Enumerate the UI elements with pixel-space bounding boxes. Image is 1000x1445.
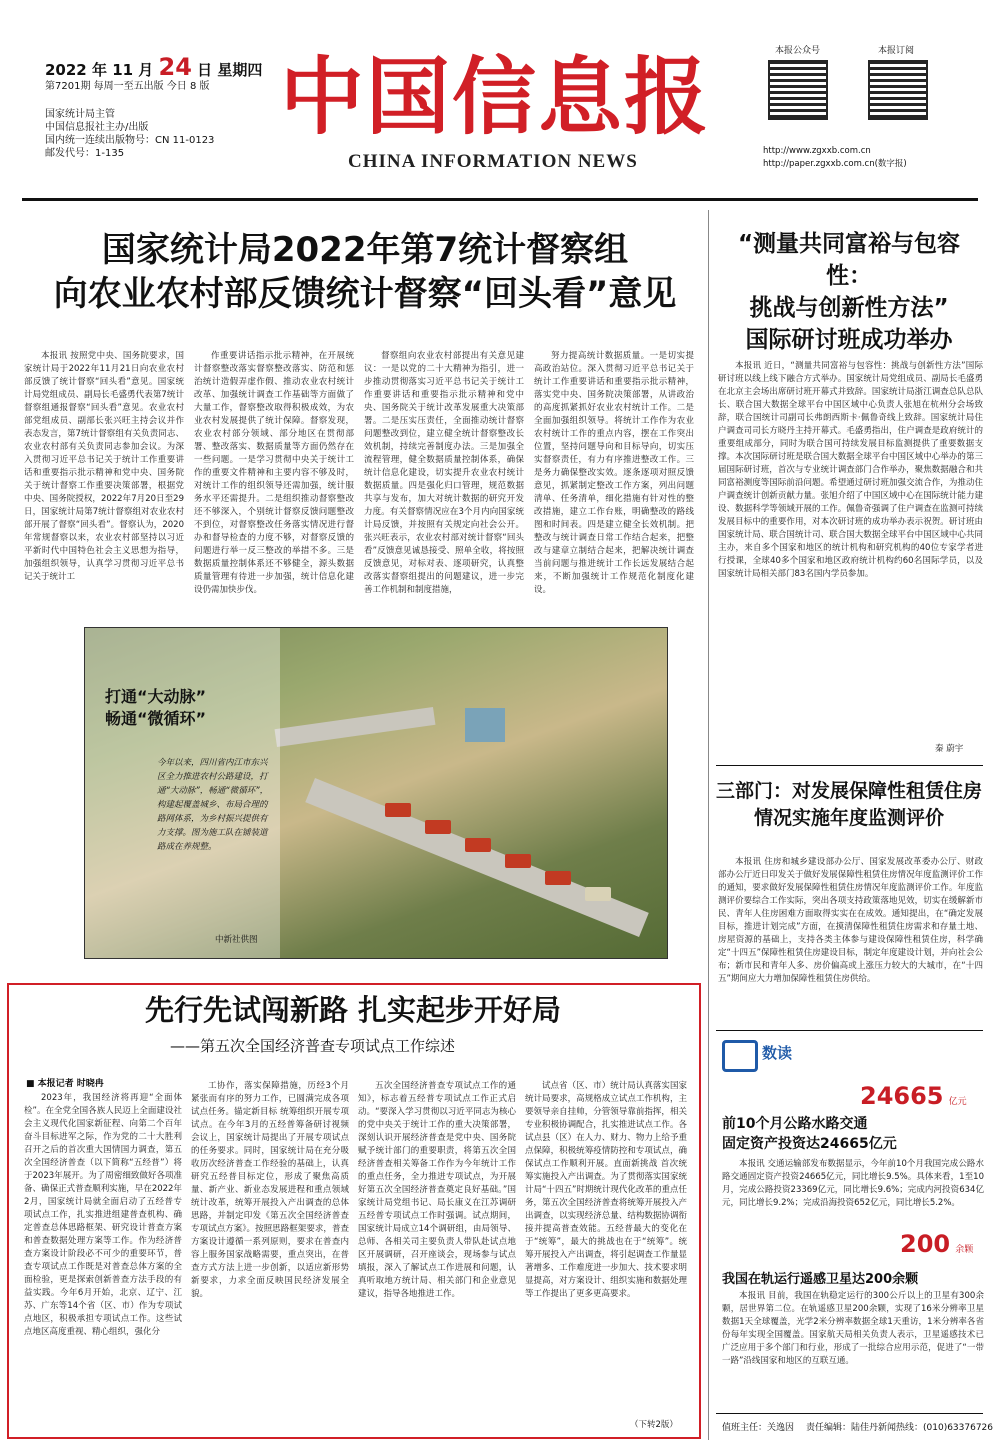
- stat2: 200 余颗: [900, 1230, 974, 1258]
- qr-label: 本报公众号: [775, 46, 821, 56]
- site-url[interactable]: http://www.zgxxb.com.cn: [763, 146, 871, 156]
- building: [465, 708, 505, 742]
- shudu-icon: [722, 1040, 758, 1072]
- stat2-body: 本报讯 目前，我国在轨稳定运行的300公斤以上的卫星有300余颗，居世界第二位。在轨遥感卫星200余颗，实现了16米分辨率卫星数据1天全球覆盖，光学2米分辨率数据全球1天重访，1米分辨率各省份每年实现全国覆盖。国家航天局相关负责人表示，卫星遥感技术已广泛应用于多个部门和行业，形成了一批综合应用示范，促进了“一带一路”沿线国家和地区的互联互通。: [722, 1291, 984, 1366]
- right-headline-2: 三部门：对发展保障性租赁住房 情况实施年度监测评价: [715, 780, 982, 829]
- right-article: 本报讯 近日，“测量共同富裕与包容性：挑战与创新性方法”国际研讨班以线上线下融合方式举办。国家统计局党组成员、副局长毛盛勇在北京主会场出席研讨班开幕式并致辞。国家统计局浙江调查总队总队长、联合国大数据全球平台中国区域中心负责人张旭在杭州分会场致辞，联合国统计司副司长弗朗西斯卡·佩鲁奇线上致辞。国家统计局住户调查司司长方晓丹主持开幕式。毛盛勇指出，住户调查是政府统计的重要组成部分，同时为联合国可持续发展目标监测提供了重要数据支撑。本次国际研讨班是联合国大数据全球平台中国区域中心举办的第三届国际研讨班，首次与专业统计调查部门合作举办，聚焦数据融合和共同富裕测度等国际前沿问题。希望通过研讨班加强交流合作，为推动住户调查统计创新贡献力量。张旭介绍了中国区域中心在国际统计能力建设、数据科学等领域开展的工作。佩鲁奇强调了住户调查在监测可持续发展目标中的重要作用，对本次研讨班的成功举办表示祝贺。研讨班由国家统计局、联合国统计司、联合国大数据全球平台中国区域中心共同主办，来自多个国家和地区的统计机构和研究机构的40位专家学者进行授课，全球40多个国家和地区政府统计机构约60名国际学员，以及国家统计局相关部门83名国内学员参加。: [718, 361, 983, 579]
- divider: [716, 1030, 983, 1031]
- feature-byline: ■ 本报记者 时晓冉: [26, 1079, 104, 1089]
- shudu-label: 数读: [762, 1044, 793, 1062]
- stat2-title: 我国在轨运行遥感卫星达200余颗: [722, 1272, 919, 1287]
- masthead-english: CHINA INFORMATION NEWS: [348, 151, 638, 172]
- org-line: 国家统计局主管: [45, 109, 115, 120]
- feature-headline: 先行先试闯新路 扎实起步开好局: [144, 993, 562, 1027]
- wechat-qr-code[interactable]: [768, 60, 828, 120]
- continued-note: （下转2版）: [630, 1420, 678, 1430]
- feature-column: 五次全国经济普查专项试点工作的通知》，标志着五经普专项试点工作正式启动。“要深入学习贯彻以习近平同志为核心的党中央关于统计工作的重大决策部署，深刻认识开展经济普查是党中央、国务院赋予统计部门的重要职责，将第五次全国经济普查相关筹备工作作为今年统计工作的重点任务，全力推进专项试点，为开展好第五次全国经济普查奠定良好基础。”国家统计局党组书记、局长康义在江苏调研五经普专项试点工作时强调。试点期间，国家统计局成立14个调研组，由局领导、总师、各相关司主要负责人带队赴试点地区开展调研，召开座谈会，现场参与试点填报，深入了解试点工作进展和问题，认真听取地方统计局、相关部门和企业意见建议，指导各地推进工作。: [358, 1081, 516, 1299]
- photo-caption: 今年以来，四川省内江市东兴区全力推进农村公路建设，打通“大动脉”，畅通“微循环”，构建起覆盖城乡、布局合理的路网体系，为乡村振兴提供有力支撑。图为施工队在铺装道路成在养规整。: [157, 758, 269, 852]
- subscribe-qr-code[interactable]: [868, 60, 928, 120]
- feature-column: 2023年，我国经济将再迎“全面体检”。在全党全国各族人民迈上全面建设社会主义现代化国家新征程、向第二个百年奋斗目标进军之际，作为党的二十大胜利召开之后的首次重大国情国力调查，第五次全国经济普查（以下简称“五经普”）将于2023年展开。为了周密细致做好各项准备、确保正式普查顺利实施，早在2022年2月，国家统计局就全面启动了五经普专项试点工作，扎实推进组建普查机构、确定普查总体思路框架、研究设计普查方案和普查数据处理方案等工作。作为经济普查方案设计阶段必不可少的重要环节，普查专项试点工作既是对普查总体方案的全面检验，更是探索创新普查方法手段的有益实践。今年6月开始，北京、辽宁、江苏、广东等14个省（区、市）作为专项试点地区，积极承担专项试点工作。这些试点地区高度重视、精心组织，强化分: [24, 1093, 182, 1337]
- stat1-title: 前10个月公路水路交通 固定资产投资达24665亿元: [722, 1116, 897, 1152]
- feature-subhead: ——第五次全国经济普查专项试点工作综述: [170, 1037, 456, 1055]
- feature-column: 工协作，落实保障措施，历经3个月紧张而有序的努力工作，已圆满完成各项试点任务。锚定新目标 统筹组织开展专项试点。在今年3月的五经普筹备研讨视频会议上，国家统计局提出了开展专项试点的任务要求。同时，国家统计局在充分吸收历次经济普查工作经验的基础上，认真研究五经普目标定位，形成了聚焦高质量、新产业、新业态发展进程和重点领域统计改革，统筹开展投入产出调查的总体思路，并制定印发《第五次全国经济普查专项试点方案》。按照思路框架要求，普查方案设计遵循一系列原则，要求在普查内容上服务国家战略需要，重点突出，在普查方式方法上进一步创新，以适应新形势新要求，力求全面反映国民经济发展全貌。: [191, 1081, 349, 1299]
- right-byline: 秦 蔚宇: [935, 744, 964, 754]
- lead-column: 督察组向农业农村部提出有关意见建议：一是以党的二十大精神为指引，进一步推动贯彻落实习近平总书记关于统计工作重要讲话和重要指示批示精神和党中央、国务院关于统计改革发展重大决策部署。二是压实压责任，全面推动统计督察问题整改到位，建立健全统计督察整改长效机制，持续完善制度办法。三是加强全流程管理，健全数据质量控制体系，确保统计信息化建设，切实提升农业农村统计数据质量。四是强化归口管理，规范数据共享与发布，加大对统计数据的研究开发力度。有关督察情况应在3个月内向国家统计局反馈，并按照有关规定向社会公开。张兴旺表示，农业农村部对统计督察“回头看”反馈意见诚恳接受、照单全收，将按照反馈意见，对标对表、逐项研究，认真整改落实督察组提出的问题建议，进一步完善工作机制和制度措施，: [364, 351, 524, 595]
- org-line: 国内统一连续出版物号：CN 11-0123: [45, 135, 215, 146]
- footer-hotline: 新闻热线：(010)63376726: [878, 1423, 994, 1433]
- masthead: [280, 47, 720, 172]
- masthead-rule: [22, 198, 978, 201]
- road-construction-photo: [84, 627, 668, 959]
- stat1: 24665 亿元: [860, 1082, 967, 1110]
- issue-date: 2022 年 11 月 24 日 星期四: [45, 53, 263, 81]
- feature-column: 试点省（区、市）统计局认真落实国家统计局要求，高规格成立试点工作机构，主要领导亲自挂帅，分管领导靠前指挥，相关专业积极协调配合，扎实推进试点工作。各试点县（区）在人力、财力、物力上给予重点保障，积极统筹疫情防控和专项试点，确保试点工作顺利开展。直面新挑战 首次统筹实施投入产出调查。为了贯彻落实国家统计局“十四五”时期统计现代化改革的重点任务，第五次全国经济普查将统筹开展投入产出调查，以实现经济总量、结构数据协调衔接并提高普查效能。五经普最大的变化在于“统筹”，最大的挑战也在于“统筹”。统筹开展投入产出调查，将引起调查工作量显著增多、工作难度进一步加大、技术要求明显提高，对方案设计、组织实施和数据处理等工作提出了更多更高要求。: [525, 1081, 687, 1299]
- right-headline: “测量共同富裕与包容性： 挑战与创新性方法” 国际研讨班成功举办: [737, 231, 961, 353]
- issue-line: 第7201期 每周一至五出版 今日 8 版: [45, 81, 210, 92]
- column-divider: [708, 210, 709, 1440]
- qr-label: 本报订阅: [878, 46, 915, 56]
- org-line: 中国信息报社主办/出版: [45, 122, 149, 133]
- footer-rule: [716, 1413, 983, 1414]
- lead-column: 本报讯 按照党中央、国务院要求，国家统计局于2022年11月21日向农业农村部反馈了统计督察“回头看”意见。国家统计局党组成员、副局长毛盛勇代表第7统计督察组通报督察“回头看”意见。农业农村部党组成员、副部长张兴旺主持会议并作表态发言，第7统计督察组有关负责同志、农业农村部有关负责同志参加会议。为深入贯彻习近平总书记关于统计工作重要讲话和重要指示批示精神和党中央、国务院关于统计督察工作重要决策部署，根据党中央、国务院授权，2022年7月20日至29日，国家统计局第7统计督察组对农业农村部开展了督察“回头看”。督察认为，2020年常规督察以来，农业农村部坚持以习近平新时代中国特色社会主义思想为指导，加强组织领导，认真学习贯彻习近平总书记关于统计工: [24, 351, 184, 582]
- footer-line-editor: 责任编辑：陆佳丹: [806, 1423, 879, 1433]
- lead-headline: 向农业农村部反馈统计督察“回头看”意见: [53, 274, 677, 314]
- lead-headline: 国家统计局2022年第7统计督察组: [101, 230, 629, 270]
- photo-title: 打通“大动脉” 畅通“微循环”: [105, 687, 207, 728]
- right-article-2: 本报讯 住房和城乡建设部办公厅、国家发展改革委办公厅、财政部办公厅近日印发关于做好发展保障性租赁住房情况年度监测评价工作的通知，要求做好发展保障性租赁住房情况年度监测评价工作。年度监测评价要综合工作实际，突出各项支持政策落地见效，切实在缓解新市民、青年人住房困难方面取得实实在在成效。通知提出，在“确定发展目标，推进计划完成”方面，在摸清保障性租赁住房需求和存量土地、房屋资源的基础上，支持各类主体参与建设保障性租赁住房，科学确定“十四五”保障性租赁住房建设目标，制定年度建设计划，并向社会公布；新市民和青年人多、房价偏高或上涨压力较大的大城市，在“十四五”期间应大力增加保障性租赁住房供给。: [718, 857, 983, 984]
- lead-column: 作重要讲话指示批示精神，在开展统计督察整改落实督察整改落实、防范和惩治统计造假弄虚作假、推动农业农村统计改革、加强统计调查工作基础等方面做了大量工作，督察整改取得积极成效，为农业农村发展提供了统计保障。督察发现，农业农村部分领域、部分地区在贯彻部署、整改落实、数据质量等方面仍然存在一些问题。一是学习贯彻中央关于统计工作的重要文件精神和主要内容不够及时，对统计工作的组织领导还需加强，统计服务水平还需提升。二是组织推动督察整改还不够深入，个别统计督察反馈问题整改不到位，对督察整改任务落实情况进行督办和督导检查的力度不够，对督察反馈的问题进行举一反三整改的举措不多。三是数据质量控制体系还不够健全，源头数据质量管理有待进一步加强，统计信息化建设仍需加快步伐。: [194, 351, 354, 595]
- photo-credit: 中新社供图: [215, 935, 258, 945]
- lead-column: 努力提高统计数据质量。一是切实提高政治站位。深入贯彻习近平总书记关于统计工作重要讲话和重要指示批示精神，落实党中央、国务院决策部署，从讲政治的高度抓紧抓好农业农村统计工作。二是全面加强组织领导。将统计工作作为农业农村统计工作的重点内容，摆在工作突出位置，坚持问题导向和目标导向，切实压实督察责任，有力有序推进整改工作。三是务力确保整改实效。逐条逐项对照反馈意见，抓紧制定整改工作方案，列出问题清单、任务清单，细化措施有针对性的整改措施，建立工作台账，明确整改的路线图和时间表。四是建立健全长效机制。把整改与统计调查日常工作结合起来，把整改与建章立制结合起来，把解决统计调查当前问题与推进统计工作长远发展结合起来，不断加强统计工作规范化制度化建设。: [534, 351, 694, 595]
- divider: [716, 765, 983, 766]
- org-line: 邮发代号：1-135: [45, 148, 125, 159]
- paper-url[interactable]: http://paper.zgxxb.com.cn(数字报): [763, 159, 907, 169]
- stat1-body: 本报讯 交通运输部发布数据显示，今年前10个月我国完成公路水路交通固定资产投资24665亿元，同比增长9.5%。具体来看，1至10月，完成公路投资23369亿元，同比增长9.6%；完成内河投资634亿元，同比增长9.2%；完成沿海投资652亿元，同比增长5.2%。: [722, 1159, 984, 1208]
- footer-editor: 值班主任：关逸因: [722, 1423, 795, 1433]
- masthead-title: 中国信息报: [280, 47, 711, 146]
